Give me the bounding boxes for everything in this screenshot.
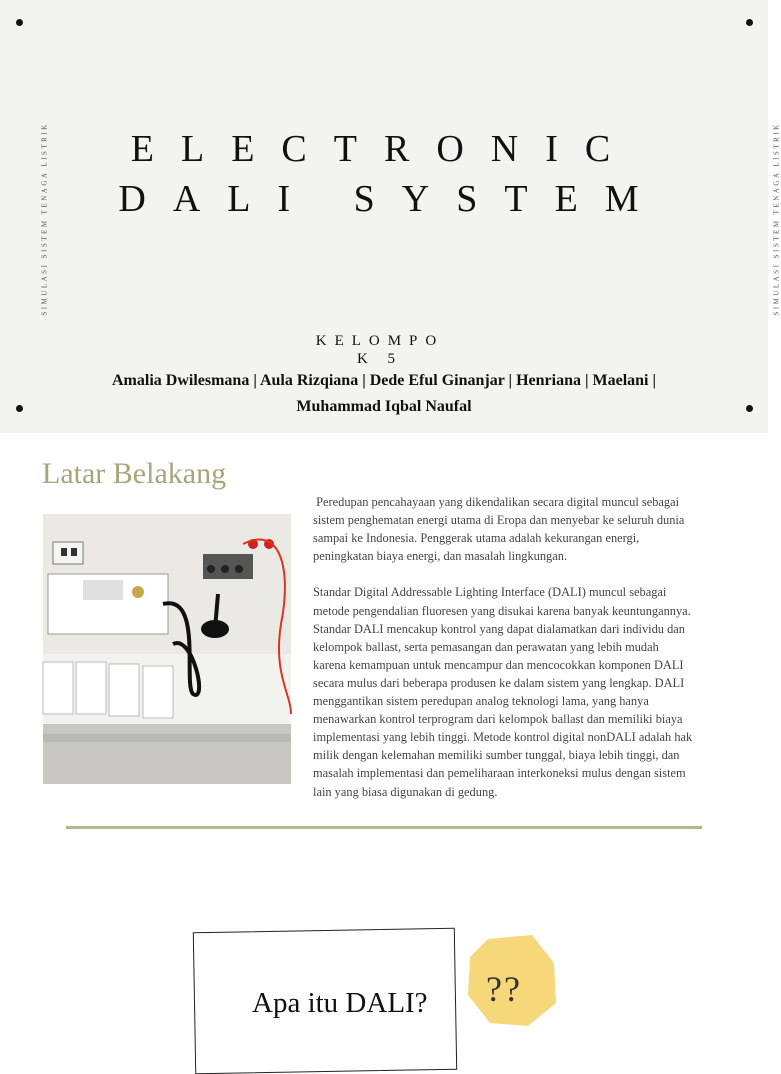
paragraph-2: Standar Digital Addressable Lighting Interface (DALI) muncul sebagai metode pengendalian fluoresen yang disukai karena banyak keuntungannya. Standar DALI mencakup kontrol yang dapat dialamatkan dari individu dan kelompok ballast, serta pemasangan dan perawatan yang lebih mudah karena kemampuan untuk mencampur dan mencocokkan komponen DALI secara mulus dari beberapa produsen ke dalam sistem yang lengkap. DALI menggantikan sistem peredupan analog teknologi lama, yang hanya menawarkan kontrol terprogram dari kelompok ballast dan memiliki biaya implementasi yang lebih tinggi. Metode kontrol digital nonDALI adalah hak milik dengan kelemahan memiliki sumber tunggal, biaya lebih tinggi, dan masalah implementasi dan pemeliharaan interkoneksi mulus dengan sistem lain yang biasa digunakan di gedung. [313, 585, 696, 799]
card-title: Apa itu DALI? [252, 987, 428, 1019]
side-caption-right: SIMULASI SISTEM TENAGA LISTRIK [772, 122, 781, 316]
group-line-2: K 5 [356, 351, 404, 367]
badge-question-marks: ?? [486, 969, 522, 1009]
corner-dot [746, 19, 753, 26]
title-line-1: ELECTRONIC [130, 128, 638, 170]
corner-dot [16, 405, 23, 412]
dali-trainer-photo [43, 514, 291, 784]
divider-rule [66, 826, 702, 829]
side-caption-left: SIMULASI SISTEM TENAGA LISTRIK [40, 122, 49, 316]
group-label [300, 332, 460, 368]
photo-illustration [43, 514, 291, 784]
paragraph-1: Peredupan pencahayaan yang dikendalikan secara digital muncul sebagai sistem penghematan energi utama di Eropa dan menyebar ke seluruh dunia sampai ke Indonesia. Penggerak utama adalah kekurangan energi, peningkatan biaya energi, dan masalah lingkungan. [313, 495, 688, 564]
corner-dot [746, 405, 753, 412]
title-line-2: DALI SYSTEM [118, 178, 666, 220]
section-heading: Latar Belakang [42, 457, 227, 490]
group-line-1: KELOMPO [315, 333, 445, 349]
background-text [313, 493, 696, 801]
member-names: Amalia Dwilesmana | Aula Rizqiana | Dede Eful Ginanjar | Henriana | Maelani | Muhammad Iqbal Naufal [111, 372, 656, 415]
corner-dot [16, 19, 23, 26]
